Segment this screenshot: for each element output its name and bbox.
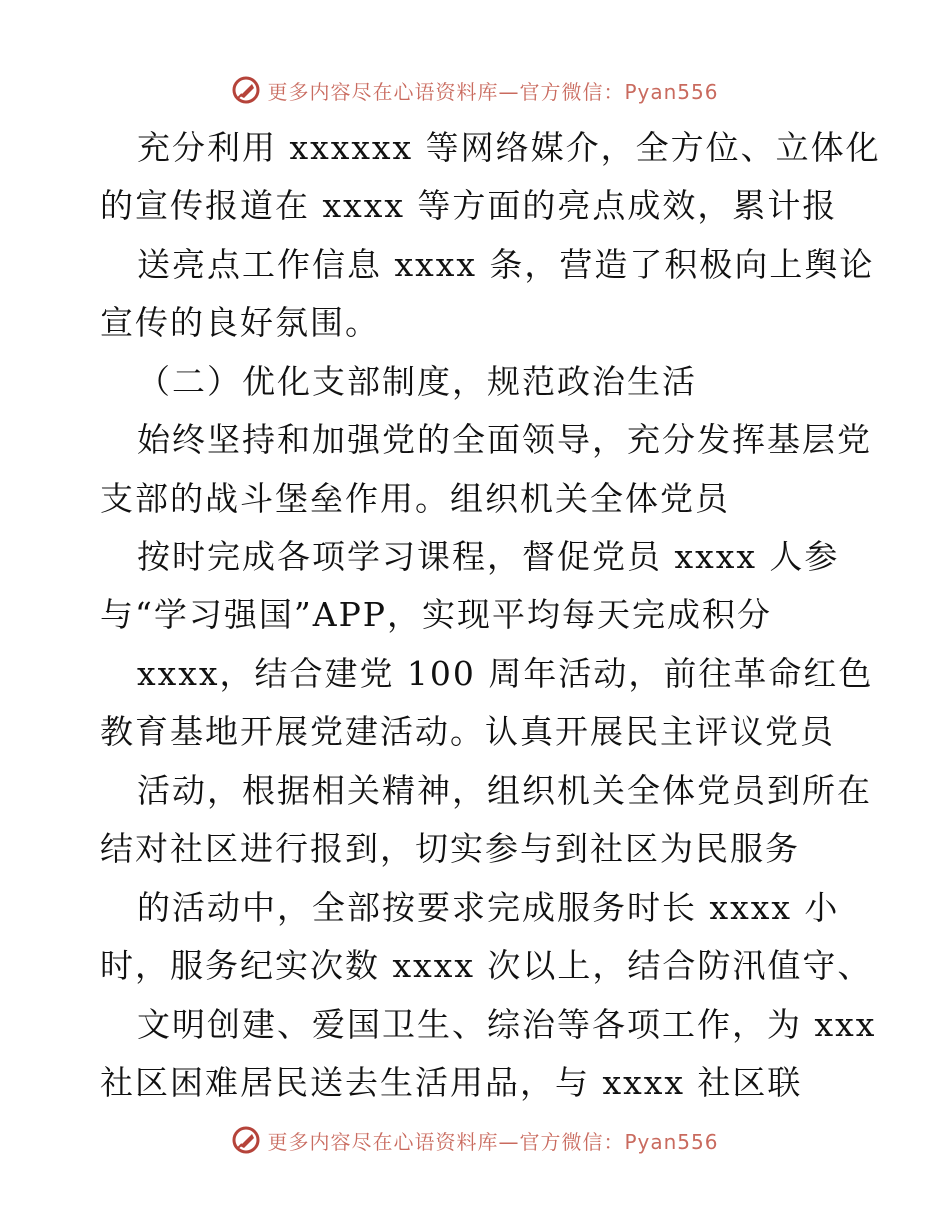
- text-line: 送亮点工作信息 xxxx 条，营造了积极向上舆论: [137, 245, 875, 284]
- text-line: 时，服务纪实次数 xxxx 次以上，结合防汛值守、: [100, 946, 873, 985]
- text-line: 社区困难居民送去生活用品，与 xxxx 社区联: [100, 1063, 803, 1102]
- text-line: 支部的战斗堡垒作用。组织机关全体党员: [100, 479, 730, 518]
- text-line: 与“学习强国”APP，实现平均每天完成积分: [100, 595, 772, 634]
- text-line: 活动，根据相关精神，组织机关全体党员到所在: [137, 771, 872, 810]
- text-line: xxxx，结合建党 100 周年活动，前往革命红色: [137, 654, 874, 693]
- footer-banner-text: 更多内容尽在心语资料库—官方微信：Pyan556: [267, 1129, 719, 1154]
- text-line: 始终坚持和加强党的全面领导，充分发挥基层党: [137, 420, 872, 459]
- header-banner: [0, 70, 950, 110]
- text-line: 文明创建、爱国卫生、综治等各项工作，为 xxx: [137, 1005, 877, 1044]
- text-line: 的活动中，全部按要求完成服务时长 xxxx 小: [137, 888, 840, 927]
- header-banner-text: 更多内容尽在心语资料库—官方微信：Pyan556: [267, 79, 719, 104]
- text-line: 宣传的良好氛围。: [100, 303, 380, 342]
- text-line: 充分利用 xxxxxx 等网络媒介，全方位、立体化: [137, 128, 881, 167]
- text-line: 结对社区进行报到，切实参与到社区为民服务: [100, 829, 800, 868]
- text-line: 按时完成各项学习课程，督促党员 xxxx 人参: [137, 537, 840, 576]
- quill-logo-icon: [231, 75, 261, 105]
- quill-logo-icon: [231, 1125, 261, 1155]
- section-heading: （二）优化支部制度，规范政治生活: [137, 362, 697, 401]
- text-line: 教育基地开展党建活动。认真开展民主评议党员: [100, 712, 835, 751]
- footer-banner: [0, 1120, 950, 1160]
- text-line: 的宣传报道在 xxxx 等方面的亮点成效，累计报: [100, 186, 838, 225]
